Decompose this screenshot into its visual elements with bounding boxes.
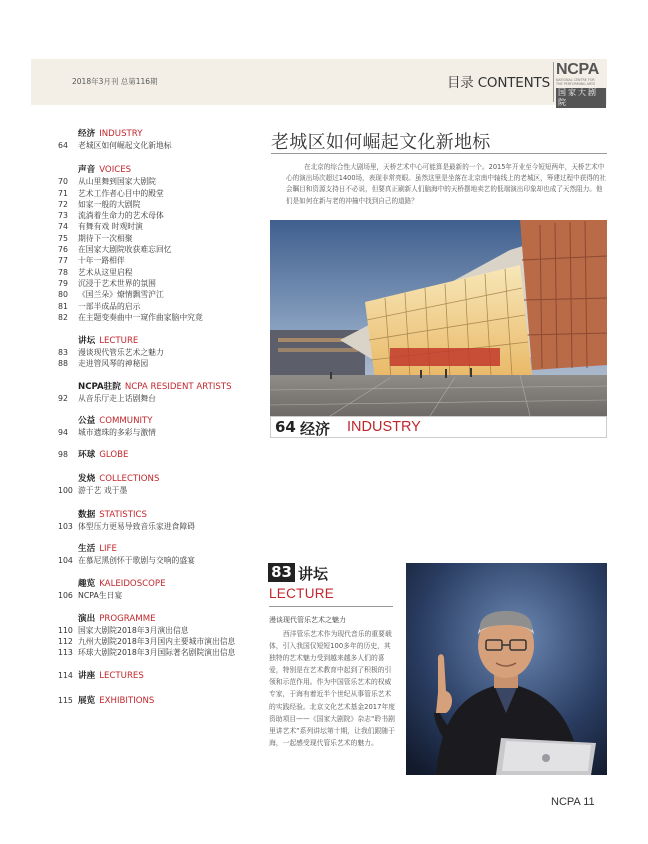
toc-section — [58, 543, 263, 566]
toc-section — [58, 449, 263, 461]
toc-entry[interactable] — [58, 255, 263, 266]
feature-intro-text: 在北京的综合性大剧场里，天桥艺术中心可能算是最新的一个。2015年开业至今短短两年，天桥艺术中心的演出场次超过1400场，表现非常亮眼。虽然这里是坐落在北京南中轴线上的老城区，筹建过程中获得的社会瞩目和资源支持日不必说，但要真正刷新人们脑海中的天桥摆地卖艺的低端演出印象却也成了天然阻力。他们是如何在新与老的冲撞中找到自己的道路？ — [286, 163, 607, 205]
toc-entry[interactable] — [58, 636, 263, 647]
toc-section-heading[interactable] — [58, 695, 263, 707]
lecture-intro-text: 西洋管乐艺术作为现代音乐的重要载体，引入我国仅短短100多年的历史，其独特的艺术魅力受到越来越多人们的喜爱，特别是在艺术教育中起到了积极的引领和示范作用。作为中国管乐艺术的权威专家，于海有着近半个世纪从事管乐艺术的实践经验。北京文化艺术基金2017年度资助项目——《国家大剧院》杂志“聆书剧里讲艺术”系列讲坛第十期，让我们跟随于海，一起感受现代管乐艺术的魅力。 — [269, 630, 396, 747]
toc-entry[interactable] — [58, 347, 263, 358]
feature-page-number: 64 — [275, 418, 296, 436]
toc-section-en: NCPA RESIDENT ARTISTS — [124, 381, 232, 392]
toc-section — [58, 670, 263, 682]
toc-page-number: 114 — [58, 671, 73, 681]
toc-section-en: KALEIDOSCOPE — [99, 579, 166, 590]
toc-section-heading[interactable] — [58, 335, 263, 347]
toc-entry[interactable] — [58, 221, 263, 232]
toc-entry[interactable] — [58, 301, 263, 312]
toc-section-heading[interactable] — [58, 509, 263, 521]
toc-section — [58, 381, 263, 404]
toc-entry-title: 一部半成品的启示 — [78, 301, 141, 311]
toc-entry-title: 城市遗珠的多彩与激情 — [78, 428, 156, 438]
toc-page-number: 106 — [58, 591, 73, 601]
theater-photo — [270, 220, 607, 416]
toc-entry[interactable] — [58, 176, 263, 187]
toc-entry[interactable] — [58, 140, 263, 151]
toc-section-en: LECTURE — [99, 336, 139, 347]
toc-entry-title: 老城区如何崛起文化新地标 — [78, 141, 172, 150]
toc-entry-title: 漫谈现代管乐艺术之魅力 — [78, 348, 164, 358]
toc-entry[interactable] — [58, 625, 263, 636]
toc-entry-title: 在国家大剧院收获难忘回忆 — [78, 245, 172, 255]
toc-page-number: 77 — [58, 256, 68, 266]
feature-label — [270, 416, 607, 438]
toc-entry[interactable] — [58, 199, 263, 210]
toc-section-heading[interactable] — [58, 613, 263, 625]
toc-page-number: 73 — [58, 211, 68, 221]
toc-page-number: 81 — [58, 301, 68, 311]
logo-line2: THE PERFORMING ARTS — [556, 82, 596, 86]
toc-page-number: 79 — [58, 278, 68, 288]
toc-page-number: 94 — [58, 428, 68, 438]
toc-entry-title: 沉浸于艺术世界的氛围 — [78, 278, 156, 288]
divider — [271, 153, 607, 154]
toc-section — [58, 164, 263, 323]
toc-section-heading[interactable] — [58, 578, 263, 590]
toc-entry[interactable] — [58, 393, 263, 404]
toc-page-number: 100 — [58, 486, 73, 496]
toc-section-zh: 发烧 — [78, 474, 96, 485]
toc-entry[interactable] — [58, 244, 263, 255]
feature-title: 老城区如何崛起文化新地标 — [271, 132, 491, 153]
lecture-intro — [269, 628, 397, 749]
toc-section-en: LIFE — [99, 543, 117, 554]
toc-section-zh: 趣览 — [78, 579, 96, 590]
toc-section-zh: 数据 — [78, 509, 96, 520]
toc-section-zh: 讲座 — [78, 671, 96, 682]
toc-section — [58, 415, 263, 438]
toc-section-en: PROGRAMME — [99, 613, 156, 624]
lecture-page-badge: 83 — [268, 563, 295, 582]
toc-page-number: 110 — [58, 625, 73, 635]
toc-entry-title: 体型压力更易导致音乐家进食障碍 — [78, 521, 195, 531]
toc-page-number: 115 — [58, 696, 73, 706]
toc-entry-title: 走进管风琴的神秘园 — [78, 359, 149, 369]
toc-page-number: 98 — [58, 450, 68, 460]
toc-page-number: 74 — [58, 222, 68, 232]
toc-page-number: 103 — [58, 521, 73, 531]
toc-page-number: 82 — [58, 312, 68, 322]
toc-section-zh: 讲坛 — [78, 336, 96, 347]
toc-entry[interactable] — [58, 289, 263, 300]
toc-entry-title: 艺术工作者心目中的殿堂 — [78, 188, 164, 198]
toc-entry[interactable] — [58, 427, 263, 438]
toc-section-heading[interactable] — [58, 415, 263, 427]
toc-section — [58, 509, 263, 532]
toc-entry-title: 《国兰朵》燎情飘雪沪江 — [78, 290, 164, 300]
toc-entry[interactable] — [58, 188, 263, 199]
toc-entry[interactable] — [58, 647, 263, 658]
toc-entry-title: 从音乐厅走上话剧舞台 — [78, 393, 156, 403]
toc-entry-title: 在慕尼黑创怀于歌剧与交响的盛宴 — [78, 555, 195, 565]
table-of-contents — [58, 128, 263, 707]
logo-name: NCPA — [556, 61, 599, 78]
toc-entry-title: 有舞有戏 时观时演 — [78, 222, 143, 232]
toc-section-en: LECTURES — [99, 671, 144, 682]
toc-section — [58, 473, 263, 496]
toc-entry-title: 九州大剧院2018年3月国内主要城市演出信息 — [78, 636, 236, 646]
toc-page-number: 75 — [58, 233, 68, 243]
toc-section — [58, 695, 263, 707]
toc-entry[interactable] — [58, 312, 263, 323]
toc-entry-title: 在主题变奏曲中一窥作曲家脑中究竟 — [78, 312, 203, 322]
lecture-section-en: LECTURE — [269, 586, 335, 601]
toc-page-number: 104 — [58, 555, 73, 565]
toc-entry-title: 从山里舞到国家大剧院 — [78, 177, 156, 187]
lecture-subtitle: 漫谈现代管乐艺术之魅力 — [269, 616, 346, 624]
toc-entry-title: NCPA生日宴 — [78, 591, 123, 601]
toc-page-number: 83 — [58, 348, 68, 358]
contents-heading: 目录 CONTENTS — [447, 75, 550, 91]
toc-page-number: 71 — [58, 188, 68, 198]
toc-entry[interactable] — [58, 233, 263, 244]
toc-entry[interactable] — [58, 521, 263, 532]
toc-section-zh: NCPA驻院 — [78, 381, 121, 392]
toc-section-en: INDUSTRY — [99, 129, 143, 139]
page-number: NCPA 11 — [551, 796, 595, 808]
toc-page-number: 72 — [58, 199, 68, 209]
toc-section-en: EXHIBITIONS — [99, 696, 155, 707]
toc-page-number: 80 — [58, 290, 68, 300]
toc-page-number: 88 — [58, 359, 68, 369]
feature-section-en: INDUSTRY — [347, 419, 421, 435]
lecture-section-zh: 讲坛 — [298, 565, 329, 583]
toc-section-en: VOICES — [99, 165, 132, 176]
logo-line1: NATIONAL CENTRE FOR — [556, 78, 595, 82]
toc-entry[interactable] — [58, 210, 263, 221]
toc-section-zh: 经济 — [78, 129, 96, 139]
toc-page-number: 70 — [58, 177, 68, 187]
toc-entry-title: 国家大剧院2018年3月演出信息 — [78, 625, 189, 635]
toc-page-number: 64 — [58, 141, 68, 150]
toc-section-heading[interactable] — [58, 381, 263, 393]
toc-entry-title: 环球大剧院2018年3月国际著名剧院演出信息 — [78, 648, 236, 658]
speaker-photo — [406, 563, 607, 775]
toc-page-number: 112 — [58, 636, 73, 646]
toc-section-en: COMMUNITY — [99, 416, 153, 427]
toc-entry[interactable] — [58, 590, 263, 601]
toc-entry-title: 流淌着生命力的艺术母体 — [78, 211, 164, 221]
toc-section — [58, 128, 263, 151]
toc-section — [58, 335, 263, 370]
toc-entry[interactable] — [58, 485, 263, 496]
toc-section-heading[interactable] — [58, 128, 263, 140]
toc-page-number: 76 — [58, 245, 68, 255]
feature-intro — [286, 162, 607, 207]
ncpa-logo — [553, 61, 606, 107]
toc-page-number: 113 — [58, 648, 73, 658]
toc-entry[interactable] — [58, 358, 263, 369]
toc-section-heading[interactable] — [58, 543, 263, 555]
toc-section-heading[interactable] — [58, 473, 263, 485]
feature-section-zh: 经济 — [300, 420, 331, 438]
toc-entry-title: 如家一般的大剧院 — [78, 199, 141, 209]
issue-info: 2018年3月刊 总第116期 — [72, 77, 158, 86]
toc-section-heading[interactable] — [58, 449, 263, 461]
toc-section-en: GLOBE — [99, 450, 129, 461]
toc-entry[interactable] — [58, 278, 263, 289]
toc-entry[interactable] — [58, 267, 263, 278]
divider — [269, 606, 393, 607]
toc-section-en: STATISTICS — [99, 509, 147, 520]
toc-section — [58, 578, 263, 601]
toc-section-heading[interactable] — [58, 164, 263, 176]
toc-section-zh: 环球 — [78, 450, 96, 461]
toc-section-zh: 演出 — [78, 613, 96, 624]
toc-entry-title: 期待下一次相聚 — [78, 233, 133, 243]
toc-section-zh: 生活 — [78, 543, 96, 554]
toc-section-zh: 展览 — [78, 696, 96, 707]
toc-entry[interactable] — [58, 555, 263, 566]
toc-entry-title: 游于艺 戏于墨 — [78, 486, 128, 496]
toc-entry-title: 十年一路相伴 — [78, 256, 125, 266]
toc-page-number: 92 — [58, 393, 68, 403]
logo-seal: 国家大剧院 — [556, 88, 606, 108]
toc-section-en: COLLECTIONS — [99, 474, 160, 485]
toc-section-zh: 声音 — [78, 165, 96, 176]
toc-section — [58, 613, 263, 659]
toc-page-number: 78 — [58, 267, 68, 277]
toc-section-zh: 公益 — [78, 416, 96, 427]
toc-entry-title: 艺术从这里启程 — [78, 267, 133, 277]
toc-section-heading[interactable] — [58, 670, 263, 682]
